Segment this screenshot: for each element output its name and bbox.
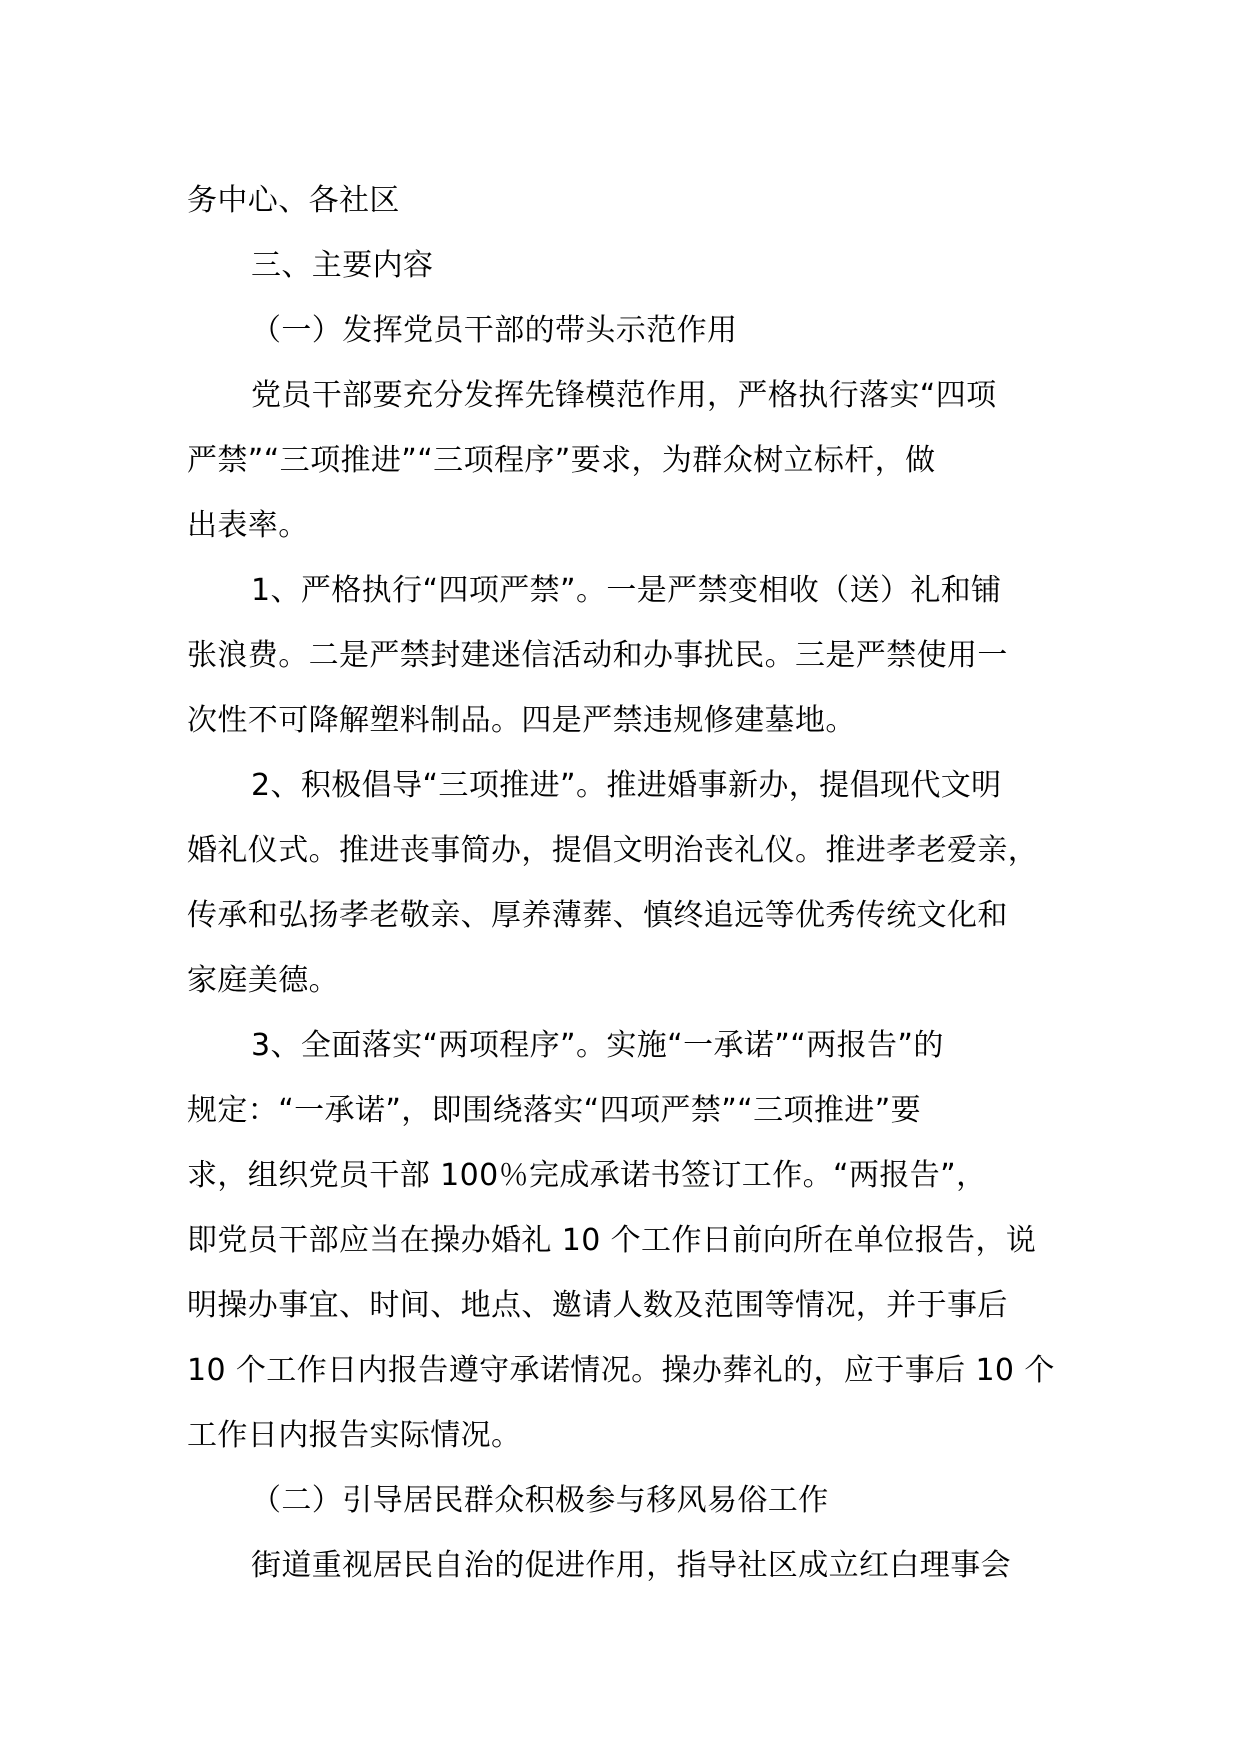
text-line: 10 个工作日内报告遵守承诺情况。操办葬礼的，应于事后 10 个 (187, 1353, 1055, 1388)
subsection-heading: （二）引导居民群众积极参与移风易俗工作 (251, 1483, 829, 1518)
text-line: 3、全面落实“两项程序”。实施“一承诺”“两报告”的 (251, 1028, 944, 1063)
text-line: 传承和弘扬孝老敬亲、厚养薄葬、慎终追远等优秀传统文化和 (187, 898, 1008, 933)
text-line: 规定：“一承诺”，即围绕落实“四项严禁”“三项推进”要 (187, 1093, 922, 1128)
section-heading: 三、主要内容 (251, 248, 434, 283)
text-line: 2、积极倡导“三项推进”。推进婚事新办，提倡现代文明 (251, 768, 1002, 803)
text-line: 张浪费。二是严禁封建迷信活动和办事扰民。三是严禁使用一 (187, 638, 1008, 673)
text-line: 务中心、各社区 (187, 183, 400, 218)
text-line: 明操办事宜、时间、地点、邀请人数及范围等情况，并于事后 (187, 1288, 1008, 1323)
document-page (187, 168, 1067, 1598)
text-line: 出表率。 (187, 508, 309, 543)
text-line: 1、严格执行“四项严禁”。一是严禁变相收（送）礼和铺 (251, 573, 1002, 608)
text-line: 党员干部要充分发挥先锋模范作用，严格执行落实“四项 (251, 378, 997, 413)
subsection-heading: （一）发挥党员干部的带头示范作用 (251, 313, 738, 348)
text-line: 工作日内报告实际情况。 (187, 1418, 522, 1453)
text-line: 严禁”“三项推进”“三项程序”要求，为群众树立标杆，做 (187, 443, 936, 478)
text-line: 婚礼仪式。推进丧事简办，提倡文明治丧礼仪。推进孝老爱亲， (187, 833, 1039, 868)
text-line: 求，组织党员干部 100％完成承诺书签订工作。“两报告”， (187, 1158, 987, 1193)
text-line: 即党员干部应当在操办婚礼 10 个工作日前向所在单位报告，说 (187, 1223, 1037, 1258)
text-line: 街道重视居民自治的促进作用，指导社区成立红白理事会 (251, 1548, 1011, 1583)
text-line: 家庭美德。 (187, 963, 339, 998)
text-line: 次性不可降解塑料制品。四是严禁违规修建墓地。 (187, 703, 856, 738)
